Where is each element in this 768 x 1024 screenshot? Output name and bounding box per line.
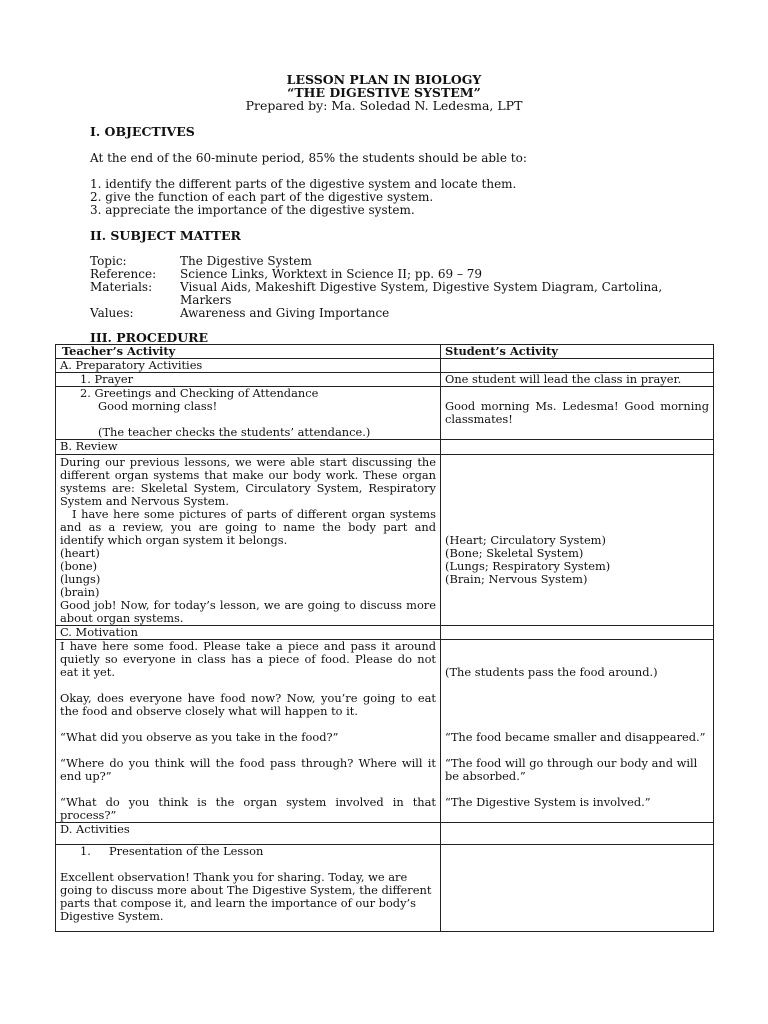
teacher-activity-header: Teacher’s Activity [56,345,441,359]
empty-cell [441,440,714,455]
objective-item: 2. give the function of each part of the digestive system. [90,190,434,204]
review-answer: (Heart; Circulatory System) [445,533,606,547]
topic-label: Topic: [90,254,127,268]
objective-item: 3. appreciate the importance of the digestive system. [90,203,415,217]
preparatory-label: A. Preparatory Activities [56,359,441,373]
table-row [56,823,714,845]
reference-value: Science Links, Worktext in Science II; pp. 69 – 79 [180,267,483,281]
table-row [56,373,714,387]
review-answer: (Lungs; Respiratory System) [445,559,611,573]
motivation-answer: “The food will go through our body and will be absorbed.” [445,756,698,783]
motivation-teacher-cell [56,640,441,823]
motivation-answer: (The students pass the food around.) [445,665,658,679]
table-header-row [56,345,714,359]
objectives-intro: At the end of the 60-minute period, 85% the students should be able to: [90,151,527,165]
review-answer: (Brain; Nervous System) [445,572,588,586]
reference-label: Reference: [90,267,157,281]
values-value: Awareness and Giving Importance [180,306,390,320]
prepared-by: Prepared by: Ma. Soledad N. Ledesma, LPT [245,98,523,113]
greetings-item: 2. Greetings and Checking of Attendance [80,386,319,400]
materials-value-cont: Markers [180,293,232,307]
objectives-heading: I. OBJECTIVES [90,124,195,139]
materials-value: Visual Aids, Makeshift Digestive System, Digestive System Diagram, Cartolina, [180,280,663,294]
presentation-text: Excellent observation! Thank you for sharing. Today, we are going to discuss more about The Digestive System, the different parts that compose it, and learn the importance of our body’s Digestive System. [60,870,432,923]
greetings-teacher-cell [56,387,441,440]
motivation-question: “What did you observe as you take in the food?” [60,730,339,744]
table-row [56,640,714,823]
table-row [56,440,714,455]
empty-cell [441,359,714,373]
review-student-cell [441,455,714,626]
document-title: LESSON PLAN IN BIOLOGY [286,72,482,87]
review-item: (bone) [60,559,98,573]
table-row [56,359,714,373]
greetings-teacher-line: Good morning class! [98,399,218,413]
table-row [56,387,714,440]
prayer-item: 1. Prayer [56,373,441,387]
table-row [56,626,714,640]
procedure-table [55,344,714,932]
motivation-question: “What do you think is the organ system involved in that process?” [60,795,436,822]
values-label: Values: [90,306,134,320]
motivation-student-cell [441,640,714,823]
attendance-note: (The teacher checks the students’ attendance.) [98,425,371,439]
review-item: (lungs) [60,572,101,586]
procedure-heading: III. PROCEDURE [90,330,209,345]
review-instructions: I have here some pictures of parts of different organ systems and as a review, you are going to name the body part and identify which organ system it belongs. [60,507,436,547]
student-activity-header: Student’s Activity [441,345,714,359]
objective-item: 1. identify the different parts of the digestive system and locate them. [90,177,517,191]
empty-cell [441,845,714,932]
topic-value: The Digestive System [180,254,312,268]
presentation-teacher-cell [56,845,441,932]
review-closing: Good job! Now, for today’s lesson, we are going to discuss more about organ systems. [60,598,436,625]
materials-label: Materials: [90,280,153,294]
table-row [56,845,714,932]
review-label: B. Review [56,440,441,455]
review-intro: During our previous lessons, we were able start discussing the different organ systems that make our body work. These organ systems are: Skeletal System, Circulatory System, Respiratory System and Nervous System. [60,455,436,508]
motivation-answer: “The Digestive System is involved.” [445,795,651,809]
table-row [56,455,714,626]
greetings-student: Good morning Ms. Ledesma! Good morning classmates! [441,387,714,440]
review-item: (heart) [60,546,100,560]
motivation-text: I have here some food. Please take a piece and pass it around quietly so everyone in class has a piece of food. Please do not eat it yet. [60,639,436,679]
motivation-question: “Where do you think will the food pass through? Where will it end up?” [60,756,436,783]
document-subtitle: “THE DIGESTIVE SYSTEM” [287,85,481,100]
empty-cell [441,626,714,640]
motivation-answer: “The food became smaller and disappeared.” [445,730,706,744]
motivation-label: C. Motivation [56,626,441,640]
review-item: (brain) [60,585,100,599]
empty-cell [441,823,714,845]
activities-label: D. Activities [56,823,441,845]
review-answer: (Bone; Skeletal System) [445,546,584,560]
presentation-item: 1. Presentation of the Lesson [80,844,264,858]
motivation-text: Okay, does everyone have food now? Now, you’re going to eat the food and observe closely what will happen to it. [60,691,436,718]
subject-matter-heading: II. SUBJECT MATTER [90,228,241,243]
review-teacher-cell [56,455,441,626]
prayer-student: One student will lead the class in prayer. [441,373,714,387]
